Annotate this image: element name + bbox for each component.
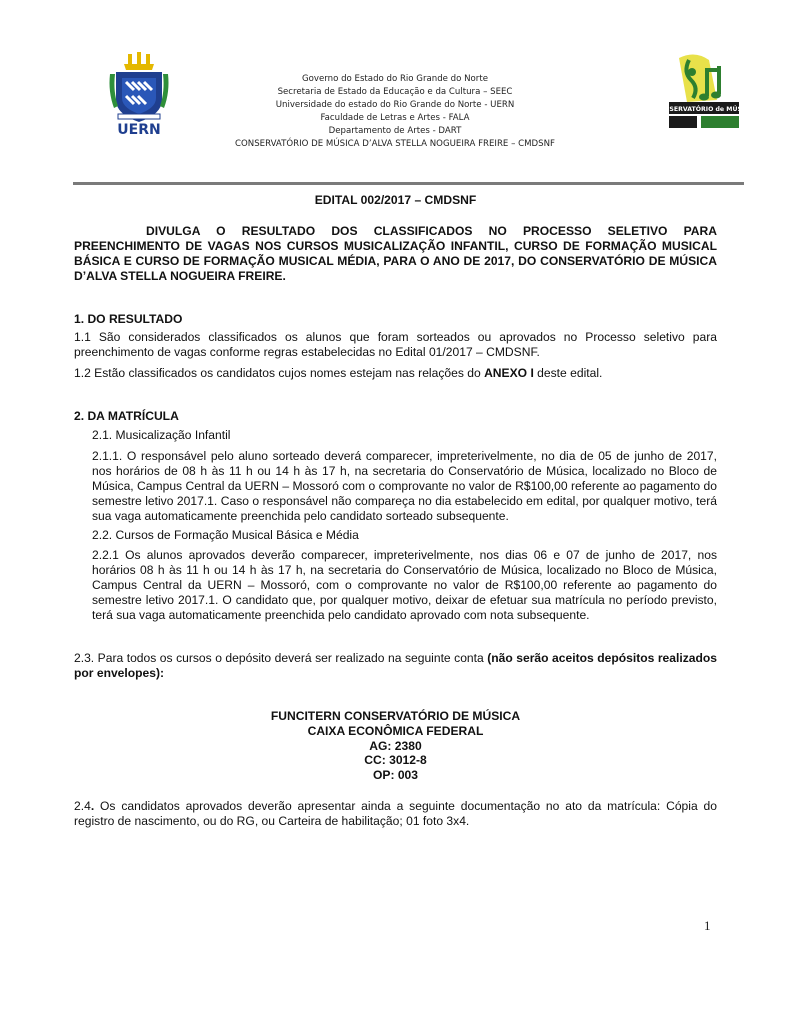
annex-reference: ANEXO I: [484, 366, 534, 381]
clause-2-2-1: 2.2.1 Os alunos aprovados deverão comparecer, impreterivelmente, nos dias 06 e 07 de junho de 2017, nos horários 08 h às 11 h ou 14 h às 17 h, na secretaria do Conservatório de Música, localizado no Bloco de Música, Campus Central da UERN – Mossoró, com o comprovante no valor de R$100,00 referente ao pagamento do semestre letivo 2017.1. O candidato que, por qualquer motivo, deixar de efetuar sua matrícula no período previsto, terá sua vaga automaticamente preenchida pelo candidato aprovado com nota subsequente.: [92, 548, 717, 623]
uern-logo-label: UERN: [117, 122, 161, 138]
edital-title: EDITAL 002/2017 – CMDSNF: [314, 193, 477, 207]
clause-2-4-dot: .: [90, 799, 95, 814]
clause-2-3-warning: (não serão aceitos depósitos realizados por envelopes):: [74, 650, 717, 680]
clause-1-1: 1.1 São considerados classificados os alunos que foram sorteados ou aprovados no Processo seletivo para preenchimento de vagas conforme regras estabelecidas no Edital 01/2017 – CMDSNF.: [74, 330, 717, 360]
conservatory-logo-label: CONSERVATÓRIO de MÚSICA: [654, 106, 754, 113]
clause-2-3: [74, 651, 717, 681]
clause-1-2-text: 1.2 Estão classificados os candidatos cujos nomes estejam nas relações do: [74, 366, 485, 381]
clause-1-2-tail: deste edital.: [533, 366, 603, 381]
header-line: Universidade do estado do Rio Grande do Norte - UERN: [275, 100, 515, 111]
account-holder: FUNCITERN CONSERVATÓRIO DE MÚSICA: [270, 708, 521, 723]
bank-name: CAIXA ECONÔMICA FEDERAL: [307, 723, 484, 738]
clause-2-4-text: Os candidatos aprovados deverão apresentar ainda a seguinte documentação no ato da matrícula: Cópia do registro de nascimento, ou do RG, ou Carteira de habilitação; 01 foto 3x4.: [74, 799, 717, 829]
subsection-heading-formation: 2.2. Cursos de Formação Musical Básica e Média: [92, 527, 359, 542]
header-line: CONSERVATÓRIO DE MÚSICA D’ALVA STELLA NOGUEIRA FREIRE – CMDSNF: [235, 139, 555, 150]
institution-header: [200, 73, 590, 152]
header-divider: [73, 182, 744, 185]
conservatory-logo-icon: [654, 50, 754, 140]
header-line: Faculdade de Letras e Artes - FALA: [320, 113, 470, 124]
clause-2-4: [74, 799, 717, 829]
clause-2-1-1: 2.1.1. O responsável pelo aluno sorteado deverá comparecer, impreterivelmente, no dia de 05 de junho de 2017, nos horários de 08 h às 11 h ou 14 h às 17 h, na secretaria do Conservatório de Música, localizado no Bloco de Música, Campus Central da UERN – Mossoró com o comprovante no valor de R$100,00 referente ao pagamento do semestre letivo 2017.1. Caso o responsável não compareça no dia estabelecido em edital, por qualquer motivo, terá sua vaga automaticamente preenchida pelo candidato sorteado subsequente.: [92, 448, 717, 523]
page-number: 1: [704, 918, 711, 933]
header-line: Secretaria de Estado da Educação e da Cultura – SEEC: [277, 87, 513, 98]
bank-operation: OP: 003: [372, 768, 419, 783]
subsection-heading-infant: 2.1. Musicalização Infantil: [92, 428, 231, 443]
section-heading-enrollment: 2. DA MATRÍCULA: [74, 409, 179, 424]
bank-account-block: [74, 709, 717, 784]
clause-2-4-number: 2.4: [74, 799, 91, 814]
clause-1-2: [74, 366, 717, 381]
bank-account-number: CC: 3012-8: [364, 753, 427, 768]
document-body: [74, 193, 717, 829]
clause-2-3-text: 2.3. Para todos os cursos o depósito deverá ser realizado na seguinte conta: [74, 650, 488, 665]
edital-summary: DIVULGA O RESULTADO DOS CLASSIFICADOS NO PROCESSO SELETIVO PARA PREENCHIMENTO DE VAGAS NOS CURSOS MUSICALIZAÇÃO INFANTIL, CURSO DE FORMAÇÃO MUSICAL BÁSICA E CURSO DE FORMAÇÃO MUSICAL MÉDIA, PARA O ANO DE 2017, DO CONSERVATÓRIO DE MÚSICA D’ALVA STELLA NOGUEIRA FREIRE.: [74, 223, 717, 283]
bank-agency: AG: 2380: [369, 738, 422, 753]
uern-logo-icon: [108, 52, 170, 138]
section-heading-result: 1. DO RESULTADO: [74, 311, 183, 326]
header-line: Departamento de Artes - DART: [328, 126, 462, 137]
header-line: Governo do Estado do Rio Grande do Norte: [301, 74, 489, 84]
